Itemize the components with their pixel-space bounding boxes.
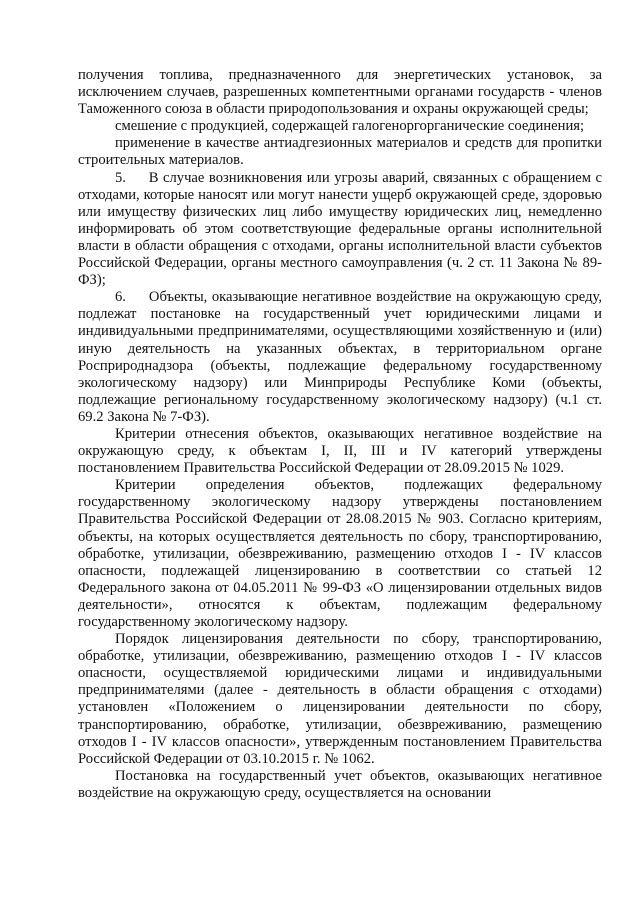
paragraph-state-registration: Постановка на государственный учет объектов, оказывающих негативное воздействие на окружающую среду, осуществляется на основании [78,767,602,801]
paragraph-category-criteria: Критерии отнесения объектов, оказывающих негативное воздействие на окружающую среду, к объектам I, II, III и IV категорий утверждены постановлением Правительства Российской Федерации от 28.09.2015 № 1029. [78,425,602,477]
document-page [78,67,602,802]
paragraph-item-6: 6. Объекты, оказывающие негативное воздействие на окружающую среду, подлежат постановке на государственный учет юридическими лицами и индивидуальными предпринимателями, осуществляющими хозяйственную и (или) иную деятельность на указанных объектах, в территориальном органе Росприроднадзора (объекты, подлежащие федеральному государственному экологическому надзору) или Минприроды Республике Коми (объекты, подлежащие региональному государственному экологическому надзору) (ч.1 ст. 69.2 Закона № 7-ФЗ). [78,289,602,425]
paragraph-antiadhesive: применение в качестве антиадгезионных материалов и средств для пропитки строительных материалов. [78,135,602,169]
paragraph-licensing-procedure: Порядок лицензирования деятельности по сбору, транспортированию, обработке, утилизации, обезвреживанию, размещению отходов I - IV классов опасности, осуществляемой юридическими лицами и индивидуальными предпринимателями (далее - деятельность в области обращения с отходами) установлен «Положением о лицензировании деятельности по сбору, транспортированию, обработке, утилизации, обезвреживанию, размещению отходов I - IV классов опасности», утвержденным постановлением Правительства Российской Федерации от 03.10.2015 г. № 1062. [78,631,602,767]
paragraph-item-5: 5. В случае возникновения или угрозы аварий, связанных с обращением с отходами, которые наносят или могут нанести ущерб окружающей среде, здоровью или имуществу физических лиц либо имуществу юридических лиц, немедленно информировать об этом соответствующие федеральные органы исполнительной власти в области обращения с отходами, органы исполнительной власти субъектов Российской Федерации, органы местного самоуправления (ч. 2 ст. 11 Закона № 89-ФЗ); [78,169,602,289]
paragraph-federal-supervision-criteria: Критерии определения объектов, подлежащих федеральному государственному экологическому надзору утверждены постановлением Правительства Российской Федерации от 28.08.2015 № 903. Согласно критериям, объекты, на которых осуществляется деятельность по сбору, транспортированию, обработке, утилизации, обезвреживанию, размещению отходов I - IV классов опасности, подлежащей лицензированию в соответствии со статьей 12 Федерального закона от 04.05.2011 № 99-ФЗ «О лицензировании отдельных видов деятельности», относятся к объектам, подлежащим федеральному государственному экологическому надзору. [78,477,602,630]
paragraph-mixing: смешение с продукцией, содержащей галогеноргорганические соединения; [115,118,585,135]
paragraph-fuel-exception: получения топлива, предназначенного для энергетических установок, за исключением случаев, разрешенных компетентными органами государств - членов Таможенного союза в области природопользования и охраны окружающей среды; [78,67,602,118]
